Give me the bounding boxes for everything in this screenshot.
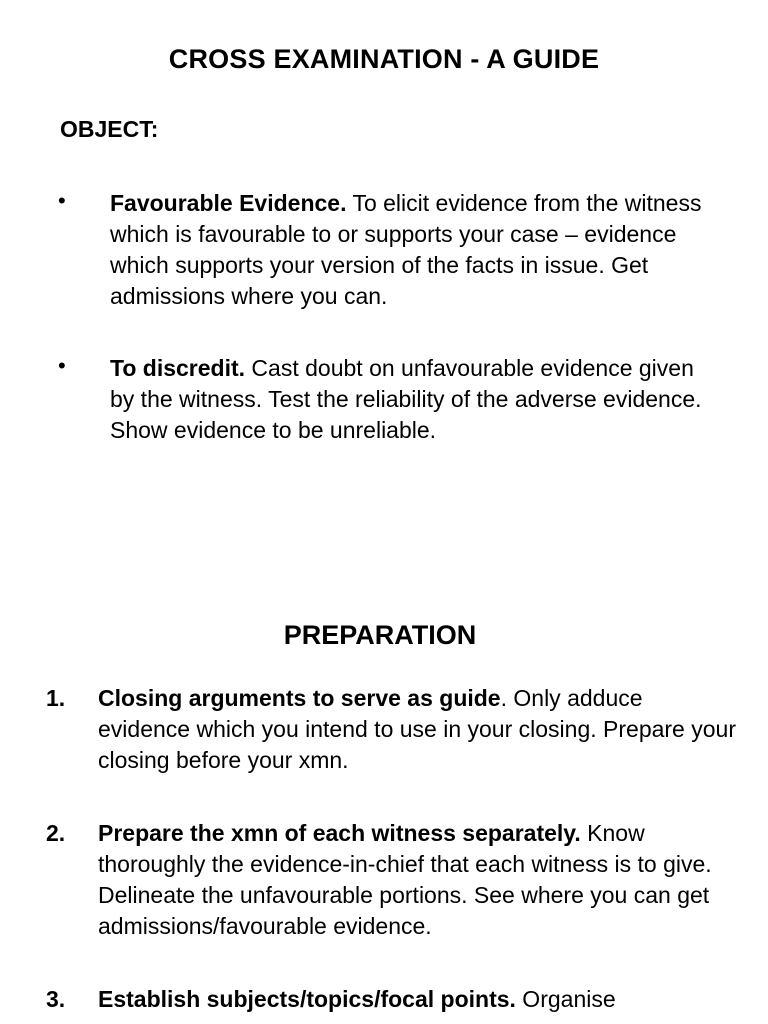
item-number: 2. [46,820,66,846]
item-number: 3. [46,986,66,1012]
item-body: Organise [515,986,616,1012]
item-body: . Only adduce evidence which you intend to use in your closing. Prepare your closing before your xmn. [98,685,736,773]
bullet-body: To elicit evidence from the witness which is favourable to or supports your case – evidence which supports your version of the facts in issue. Get admissions where you can. [110,190,702,309]
bullet-lead: Favourable Evidence. [110,190,347,216]
preparation-heading: PREPARATION [283,620,477,650]
item-text [98,818,738,942]
object-heading: OBJECT: [60,116,159,142]
bullet-text [110,188,710,312]
item-text [98,984,738,1015]
bullet-text [110,353,710,446]
item-lead: Establish subjects/topics/focal points. [98,986,516,1012]
bullet-body: Cast doubt on unfavourable evidence given by the witness. Test the reliability of the adverse evidence. Show evidence to be unreliable. [110,355,702,443]
item-body: Know thoroughly the evidence-in-chief that each witness is to give. Delineate the unfavourable portions. See where you can get admissions/favourable evidence. [98,820,712,939]
document-title: CROSS EXAMINATION - A GUIDE [168,44,600,74]
bullet-lead: To discredit. [110,355,246,381]
item-lead: Prepare the xmn of each witness separately. [98,820,581,846]
item-lead: Closing arguments to serve as guide [98,685,501,711]
bullet-marker: • [58,188,66,213]
item-number: 1. [46,685,66,711]
item-text [98,683,738,776]
bullet-marker: • [58,353,66,378]
